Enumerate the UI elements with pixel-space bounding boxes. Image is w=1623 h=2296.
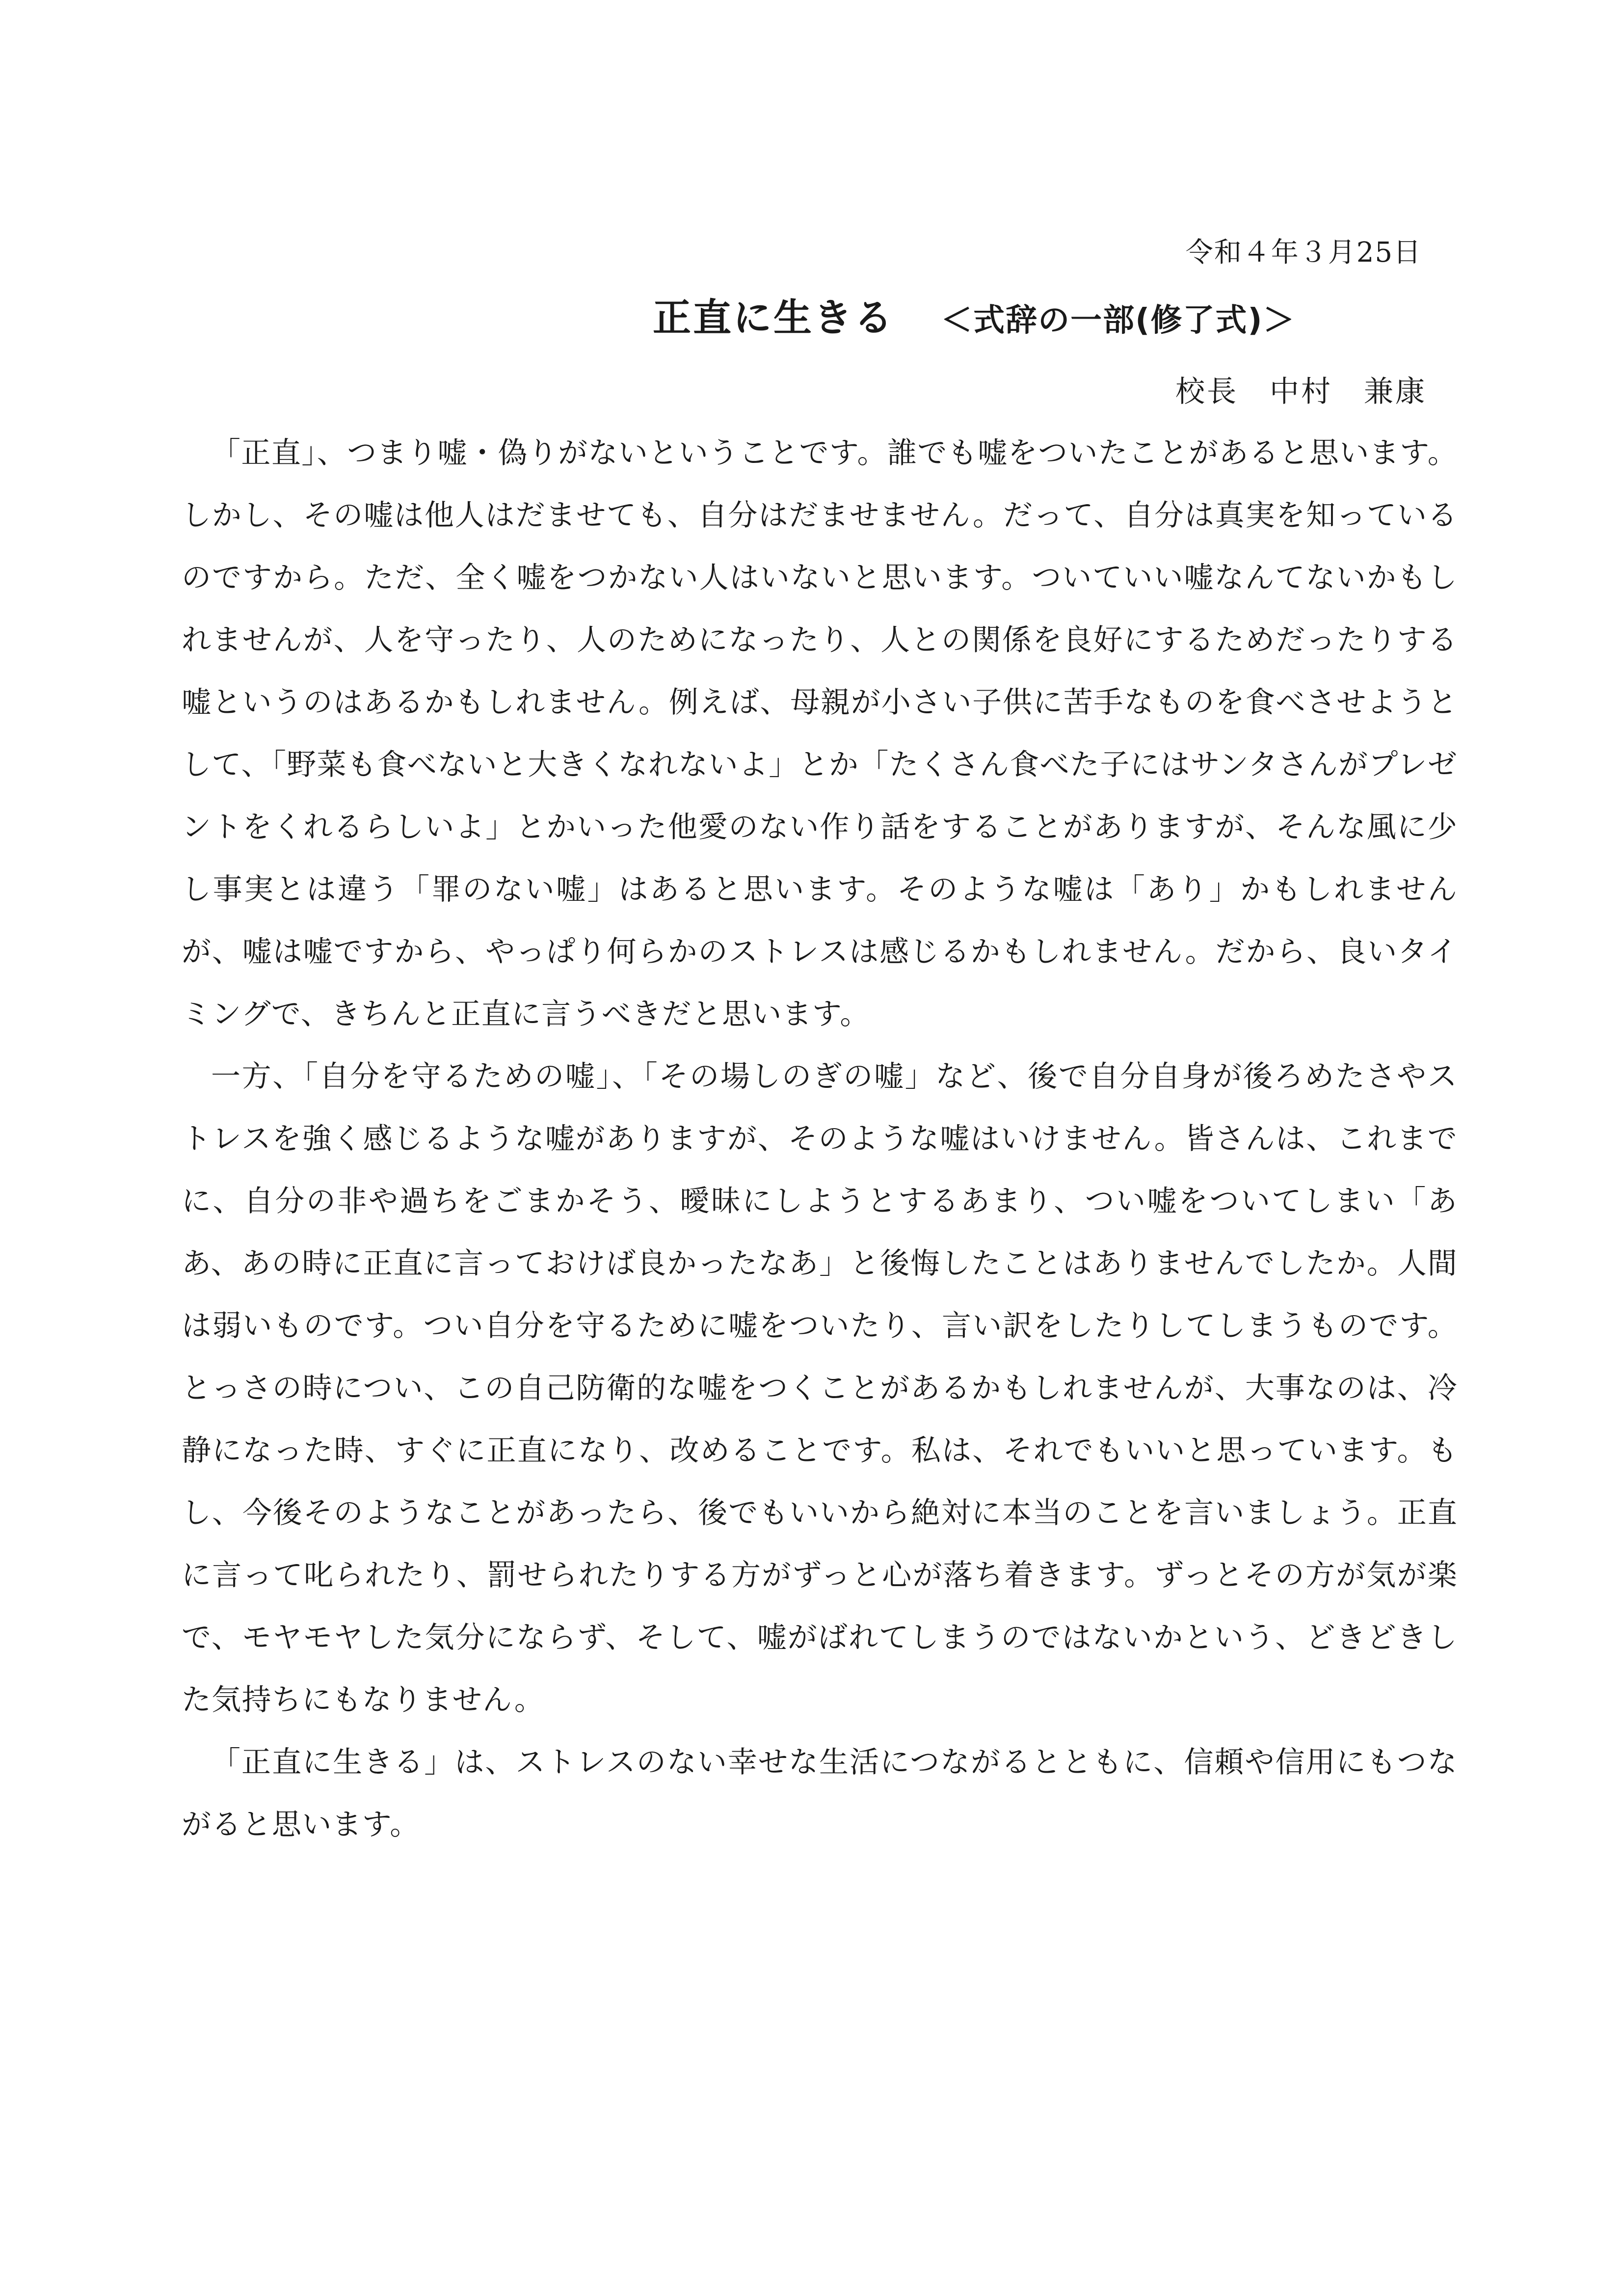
- title-row: [653, 287, 1296, 342]
- document-author: 校長 中村 兼康: [1175, 375, 1427, 409]
- paragraph-3: 「正直に生きる」は、ストレスのない幸せな生活につながるとともに、信頼や信用にもつながると思います。: [182, 1745, 1458, 1842]
- document-body: [182, 422, 1458, 1856]
- paragraph-1: 「正直」、つまり嘘・偽りがないということです。誰でも嘘をついたことがあると思います。しかし、その嘘は他人はだませても、自分はだませません。だって、自分は真実を知っているのですから。ただ、全く嘘をつかない人はいないと思います。ついていい嘘なんてないかもしれませんが、人を守ったり、人のためになったり、人との関係を良好にするためだったりする嘘というのはあるかもしれません。例えば、母親が小さい子供に苦手なものを食べさせようとして、「野菜も食べないと大きくなれないよ」とか「たくさん食べた子にはサンタさんがプレゼントをくれるらしいよ」とかいった他愛のない作り話をすることがありますが、そんな風に少し事実とは違う「罪のない嘘」はあると思います。そのような嘘は「あり」かもしれませんが、嘘は嘘ですから、やっぱり何らかのストレスは感じるかもしれません。だから、良いタイミングで、きちんと正直に言うべきだと思います。: [182, 436, 1458, 1031]
- document-date: 令和４年３月25日: [1185, 237, 1422, 269]
- paragraph-2: 一方、「自分を守るための嘘」、「その場しのぎの嘘」など、後で自分自身が後ろめたさやストレスを強く感じるような嘘がありますが、そのような嘘はいけません。皆さんは、これまでに、自分の非や過ちをごまかそう、曖昧にしようとするあまり、つい嘘をついてしまい「ああ、あの時に正直に言っておけば良かったなあ」と後悔したことはありませんでしたか。人間は弱いものです。つい自分を守るために嘘をついたり、言い訳をしたりしてしまうものです。とっさの時につい、この自己防衛的な嘘をつくことがあるかもしれませんが、大事なのは、冷静になった時、すぐに正直になり、改めることです。私は、それでもいいと思っています。もし、今後そのようなことがあったら、後でもいいから絶対に本当のことを言いましょう。正直に言って叱られたり、罰せられたりする方がずっと心が落ち着きます。ずっとその方が気が楽で、モヤモヤした気分にならず、そして、嘘がばれてしまうのではないかという、どきどきした気持ちにもなりません。: [182, 1059, 1458, 1717]
- document-subtitle: ＜式辞の一部(修了式)＞: [941, 302, 1296, 339]
- document-title: 正直に生きる: [653, 296, 895, 340]
